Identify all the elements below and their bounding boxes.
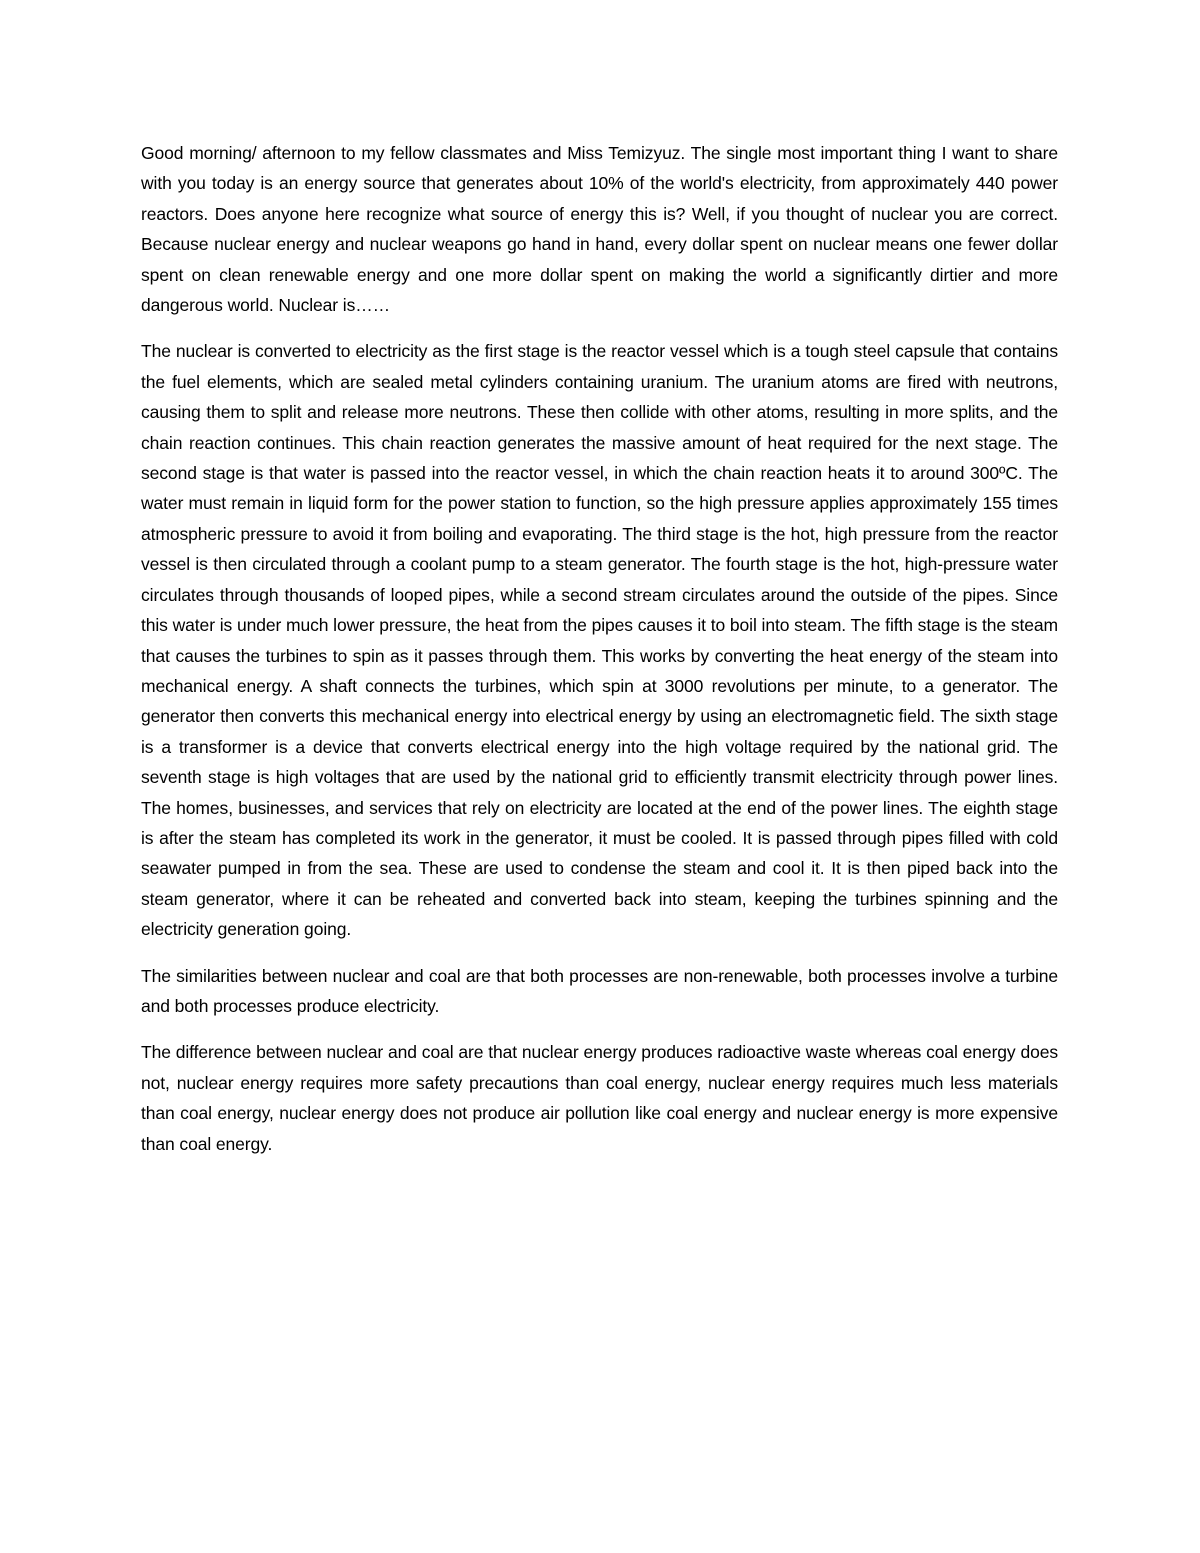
paragraph-conversion-stages: The nuclear is converted to electricity as the first stage is the reactor vessel which is a tough steel capsule that contains the fuel elements, which are sealed metal cylinders containing uranium. The uranium atoms are fired with neutrons, causing them to split and release more neutrons. These then collide with other atoms, resulting in more splits, and the chain reaction continues. This chain reaction generates the massive amount of heat required for the next stage. The second stage is that water is passed into the reactor vessel, in which the chain reaction heats it to around 300ºC. The water must remain in liquid form for the power station to function, so the high pressure applies approximately 155 times atmospheric pressure to avoid it from boiling and evaporating. The third stage is the hot, high pressure from the reactor vessel is then circulated through a coolant pump to a steam generator. The fourth stage is the hot, high-pressure water circulates through thousands of looped pipes, while a second stream circulates around the outside of the pipes. Since this water is under much lower pressure, the heat from the pipes causes it to boil into steam. The fifth stage is the steam that causes the turbines to spin as it passes through them. This works by converting the heat energy of the steam into mechanical energy. A shaft connects the turbines, which spin at 3000 revolutions per minute, to a generator. The generator then converts this mechanical energy into electrical energy by using an electromagnetic field. The sixth stage is a transformer is a device that converts electrical energy into the high voltage required by the national grid. The seventh stage is high voltages that are used by the national grid to efficiently transmit electricity through power lines. The homes, businesses, and services that rely on electricity are located at the end of the power lines. The eighth stage is after the steam has completed its work in the generator, it must be cooled. It is passed through pipes filled with cold seawater pumped in from the sea. These are used to condense the steam and cool it. It is then piped back into the steam generator, where it can be reheated and converted back into steam, keeping the turbines spinning and the electricity generation going. [141,341,1058,940]
paragraph-similarities: The similarities between nuclear and coal are that both processes are non-renewable, both processes involve a turbine and both processes produce electricity. [141,965,1058,1016]
paragraph-differences: The difference between nuclear and coal are that nuclear energy produces radioactive waste whereas coal energy does not, nuclear energy requires more safety precautions than coal energy, nuclear energy requires much less materials than coal energy, nuclear energy does not produce air pollution like coal energy and nuclear energy is more expensive than coal energy. [141,1042,1058,1154]
paragraph-introduction: Good morning/ afternoon to my fellow classmates and Miss Temizyuz. The single most important thing I want to share with you today is an energy source that generates about 10% of the world's electricity, from approximately 440 power reactors. Does anyone here recognize what source of energy this is? Well, if you thought of nuclear you are correct. Because nuclear energy and nuclear weapons go hand in hand, every dollar spent on nuclear means one fewer dollar spent on clean renewable energy and one more dollar spent on making the world a significantly dirtier and more dangerous world. Nuclear is…… [141,143,1058,316]
document-page [141,138,1058,1175]
